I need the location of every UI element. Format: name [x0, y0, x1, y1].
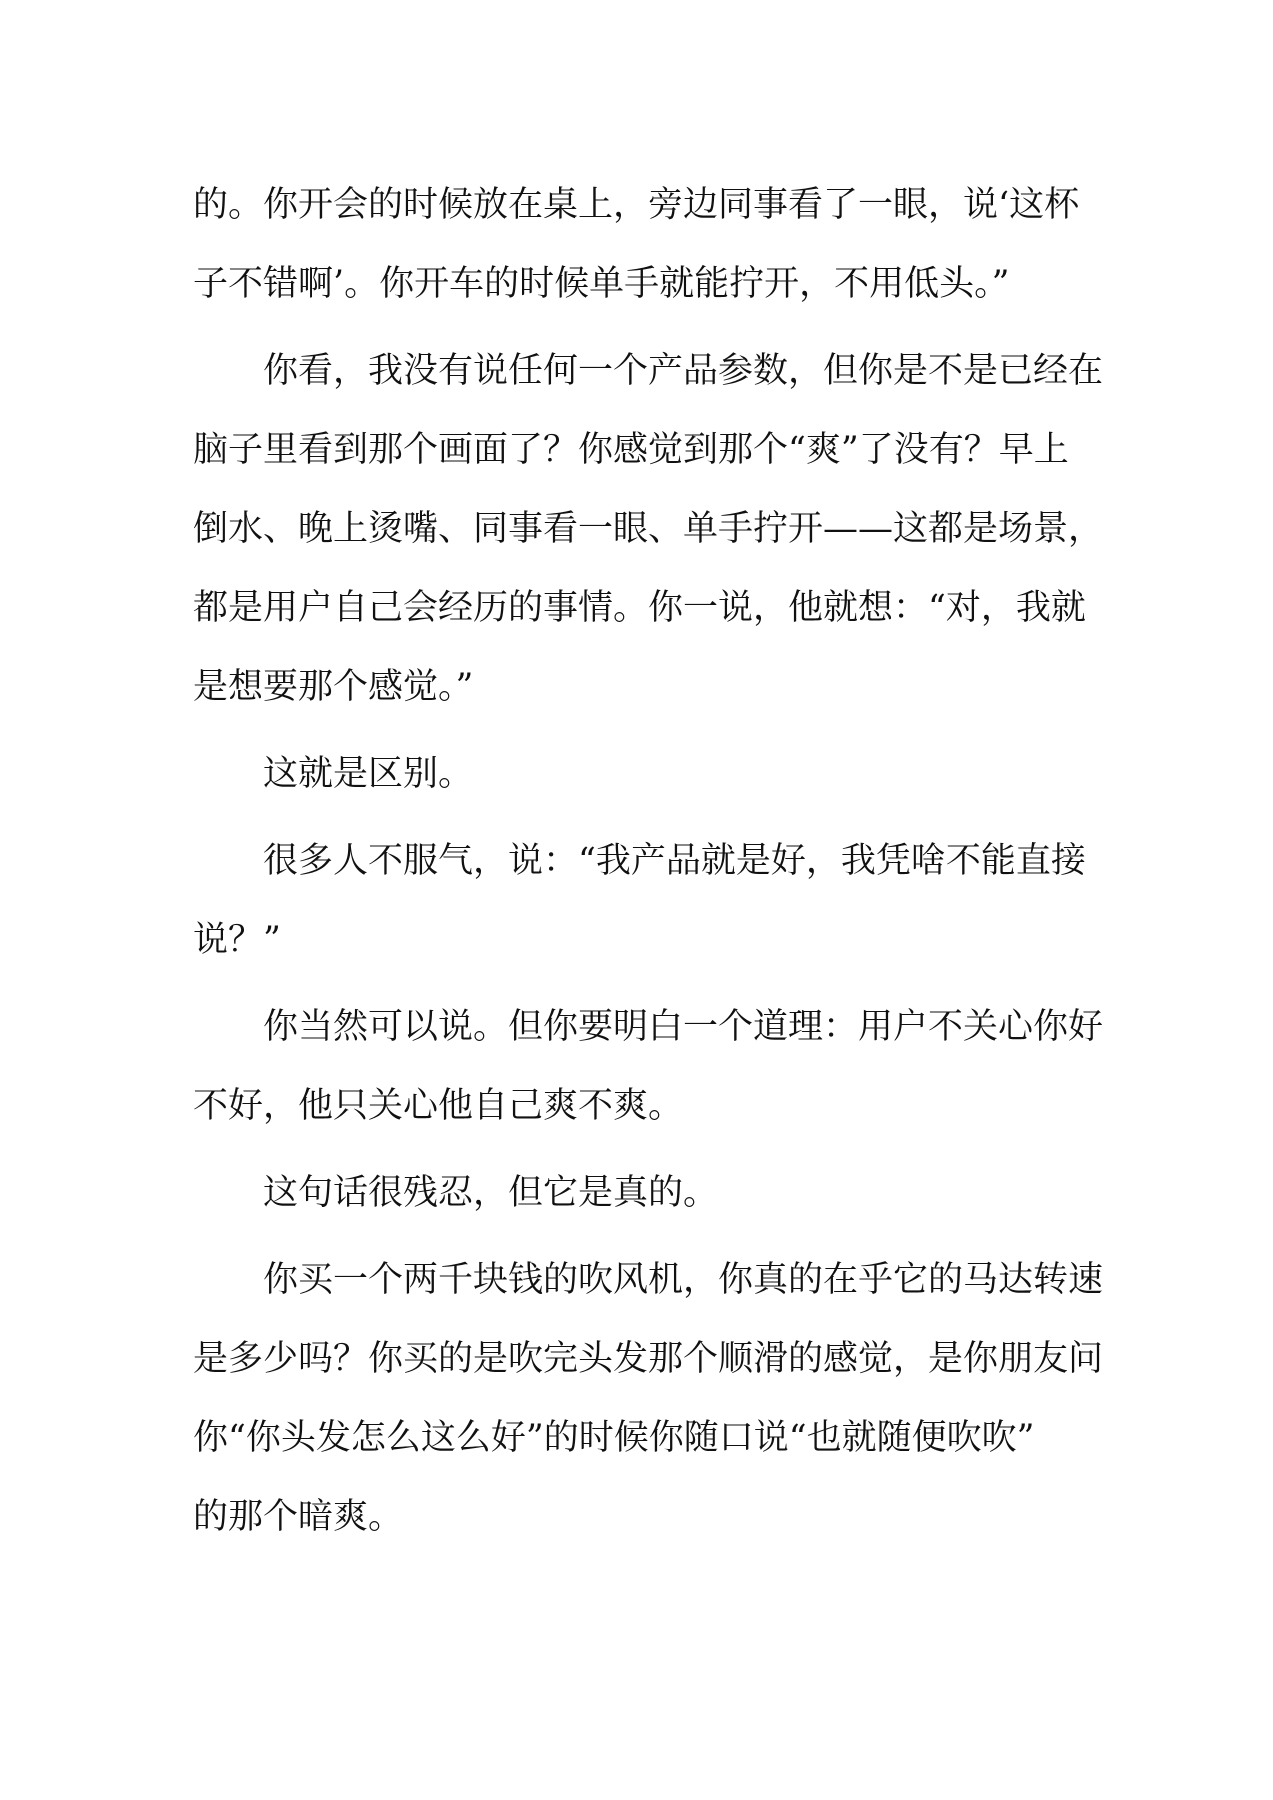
text-line: 是想要那个感觉。” — [193, 667, 474, 707]
text-line: 你当然可以说。但你要明白一个道理：用户不关心你好 — [263, 1007, 1104, 1047]
text-line: 是多少吗？你买的是吹完头发那个顺滑的感觉，是你朋友问 — [193, 1339, 1104, 1379]
text-line: 脑子里看到那个画面了？你感觉到那个“爽”了没有？早上 — [193, 430, 1069, 470]
text-line: 的那个暗爽。 — [193, 1497, 404, 1537]
text-line: 你“你头发怎么这么好”的时候你随口说“也就随便吹吹” — [193, 1418, 1035, 1458]
text-line: 都是用户自己会经历的事情。你一说，他就想：“对，我就 — [193, 588, 1086, 628]
paragraph — [193, 822, 1088, 980]
paragraph — [193, 988, 1104, 1146]
text-line: 这句话很残忍，但它是真的。 — [263, 1173, 719, 1213]
paragraph — [193, 332, 1104, 727]
text-line: 子不错啊’。你开车的时候单手就能拧开，不用低头。” — [193, 264, 1010, 304]
text-line: 很多人不服气，说：“我产品就是好，我凭啥不能直接 — [263, 841, 1086, 881]
paragraph — [193, 1154, 1088, 1233]
text-line: 倒水、晚上烫嘴、同事看一眼、单手拧开——这都是场景， — [193, 509, 1104, 549]
paragraph — [193, 735, 1088, 814]
text-line: 说？” — [193, 920, 281, 960]
text-line: 的。你开会的时候放在桌上，旁边同事看了一眼，说‘这杯 — [193, 185, 1080, 225]
paragraph — [193, 166, 1088, 324]
paragraph — [193, 1241, 1104, 1557]
text-line: 你买一个两千块钱的吹风机，你真的在乎它的马达转速 — [263, 1260, 1104, 1300]
text-line: 你看，我没有说任何一个产品参数，但你是不是已经在 — [263, 351, 1104, 391]
body-text — [193, 166, 1104, 1565]
text-line: 这就是区别。 — [263, 754, 474, 794]
text-line: 不好，他只关心他自己爽不爽。 — [193, 1086, 684, 1126]
